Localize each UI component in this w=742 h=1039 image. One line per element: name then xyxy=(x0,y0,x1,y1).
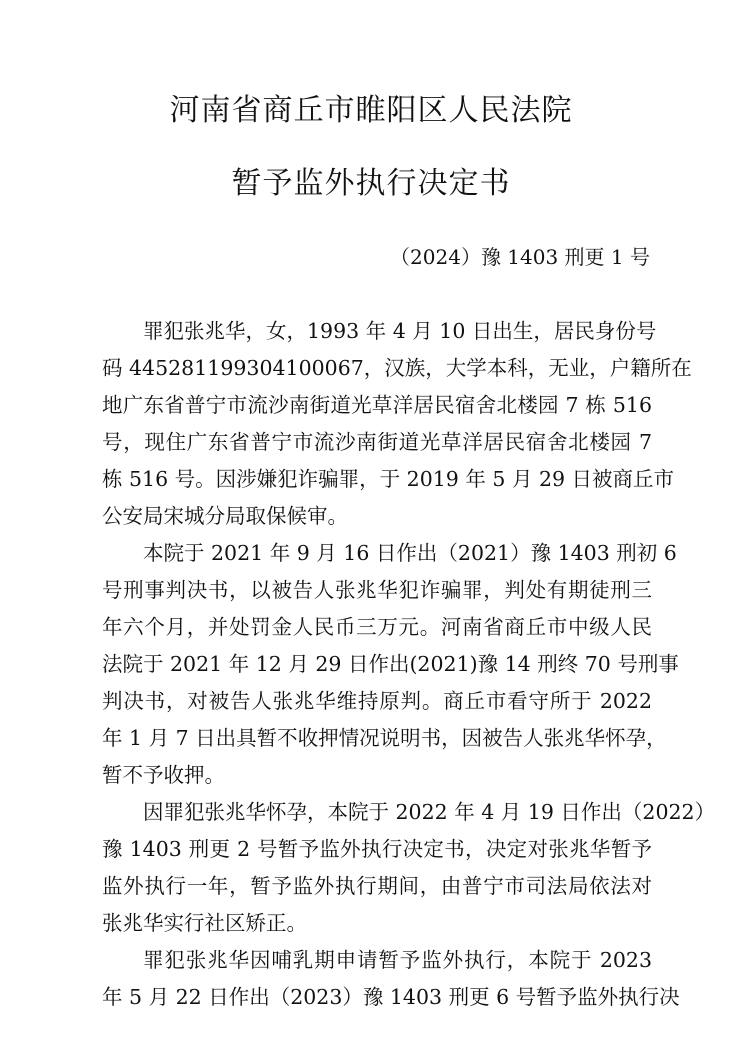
body-line: 栋 516 号。因涉嫌犯诈骗罪，于 2019 年 5 月 29 日被商丘市 xyxy=(102,467,675,491)
body-line: 年 5 月 22 日作出（2023）豫 1403 刑更 6 号暂予监外执行决 xyxy=(102,985,680,1009)
body-line: 年六个月，并处罚金人民币三万元。河南省商丘市中级人民 xyxy=(102,615,652,639)
case-number: （2024）豫 1403 刑更 1 号 xyxy=(390,245,650,269)
body-line: 码 445281199304100067，汉族，大学本科，无业，户籍所在 xyxy=(102,356,692,380)
body-line: 号，现住广东省普宁市流沙南街道光草洋居民宿舍北楼园 7 xyxy=(102,430,652,454)
body-line: 暂不予收押。 xyxy=(102,763,225,787)
body-line: 号刑事判决书，以被告人张兆华犯诈骗罪，判处有期徒刑三 xyxy=(102,578,652,602)
body-line: 罪犯张兆华，女，1993 年 4 月 10 日出生，居民身份号 xyxy=(143,319,657,343)
body-line: 判决书，对被告人张兆华维持原判。商丘市看守所于 2022 xyxy=(102,689,652,713)
body-line: 罪犯张兆华因哺乳期申请暂予监外执行，本院于 2023 xyxy=(143,948,652,972)
body-line: 张兆华实行社区矫正。 xyxy=(102,911,307,935)
body-line: 公安局宋城分局取保候审。 xyxy=(102,504,348,528)
body-line: 年 1 月 7 日出具暂不收押情况说明书，因被告人张兆华怀孕， xyxy=(102,726,667,750)
body-line: 法院于 2021 年 12 月 29 日作出(2021)豫 14 刑终 70 号刑事 xyxy=(102,652,679,676)
body-line: 监外执行一年，暂予监外执行期间，由普宁市司法局依法对 xyxy=(102,874,652,898)
body-line: 因罪犯张兆华怀孕，本院于 2022 年 4 月 19 日作出（2022） xyxy=(143,800,716,824)
document-title: 暂予监外执行决定书 xyxy=(231,166,511,201)
court-name-heading: 河南省商丘市睢阳区人民法院 xyxy=(169,93,573,128)
body-line: 地广东省普宁市流沙南街道光草洋居民宿舍北楼园 7 栋 516 xyxy=(102,393,652,417)
body-line: 豫 1403 刑更 2 号暂予监外执行决定书，决定对张兆华暂予 xyxy=(102,837,652,861)
body-line: 本院于 2021 年 9 月 16 日作出（2021）豫 1403 刑初 6 xyxy=(143,541,677,565)
